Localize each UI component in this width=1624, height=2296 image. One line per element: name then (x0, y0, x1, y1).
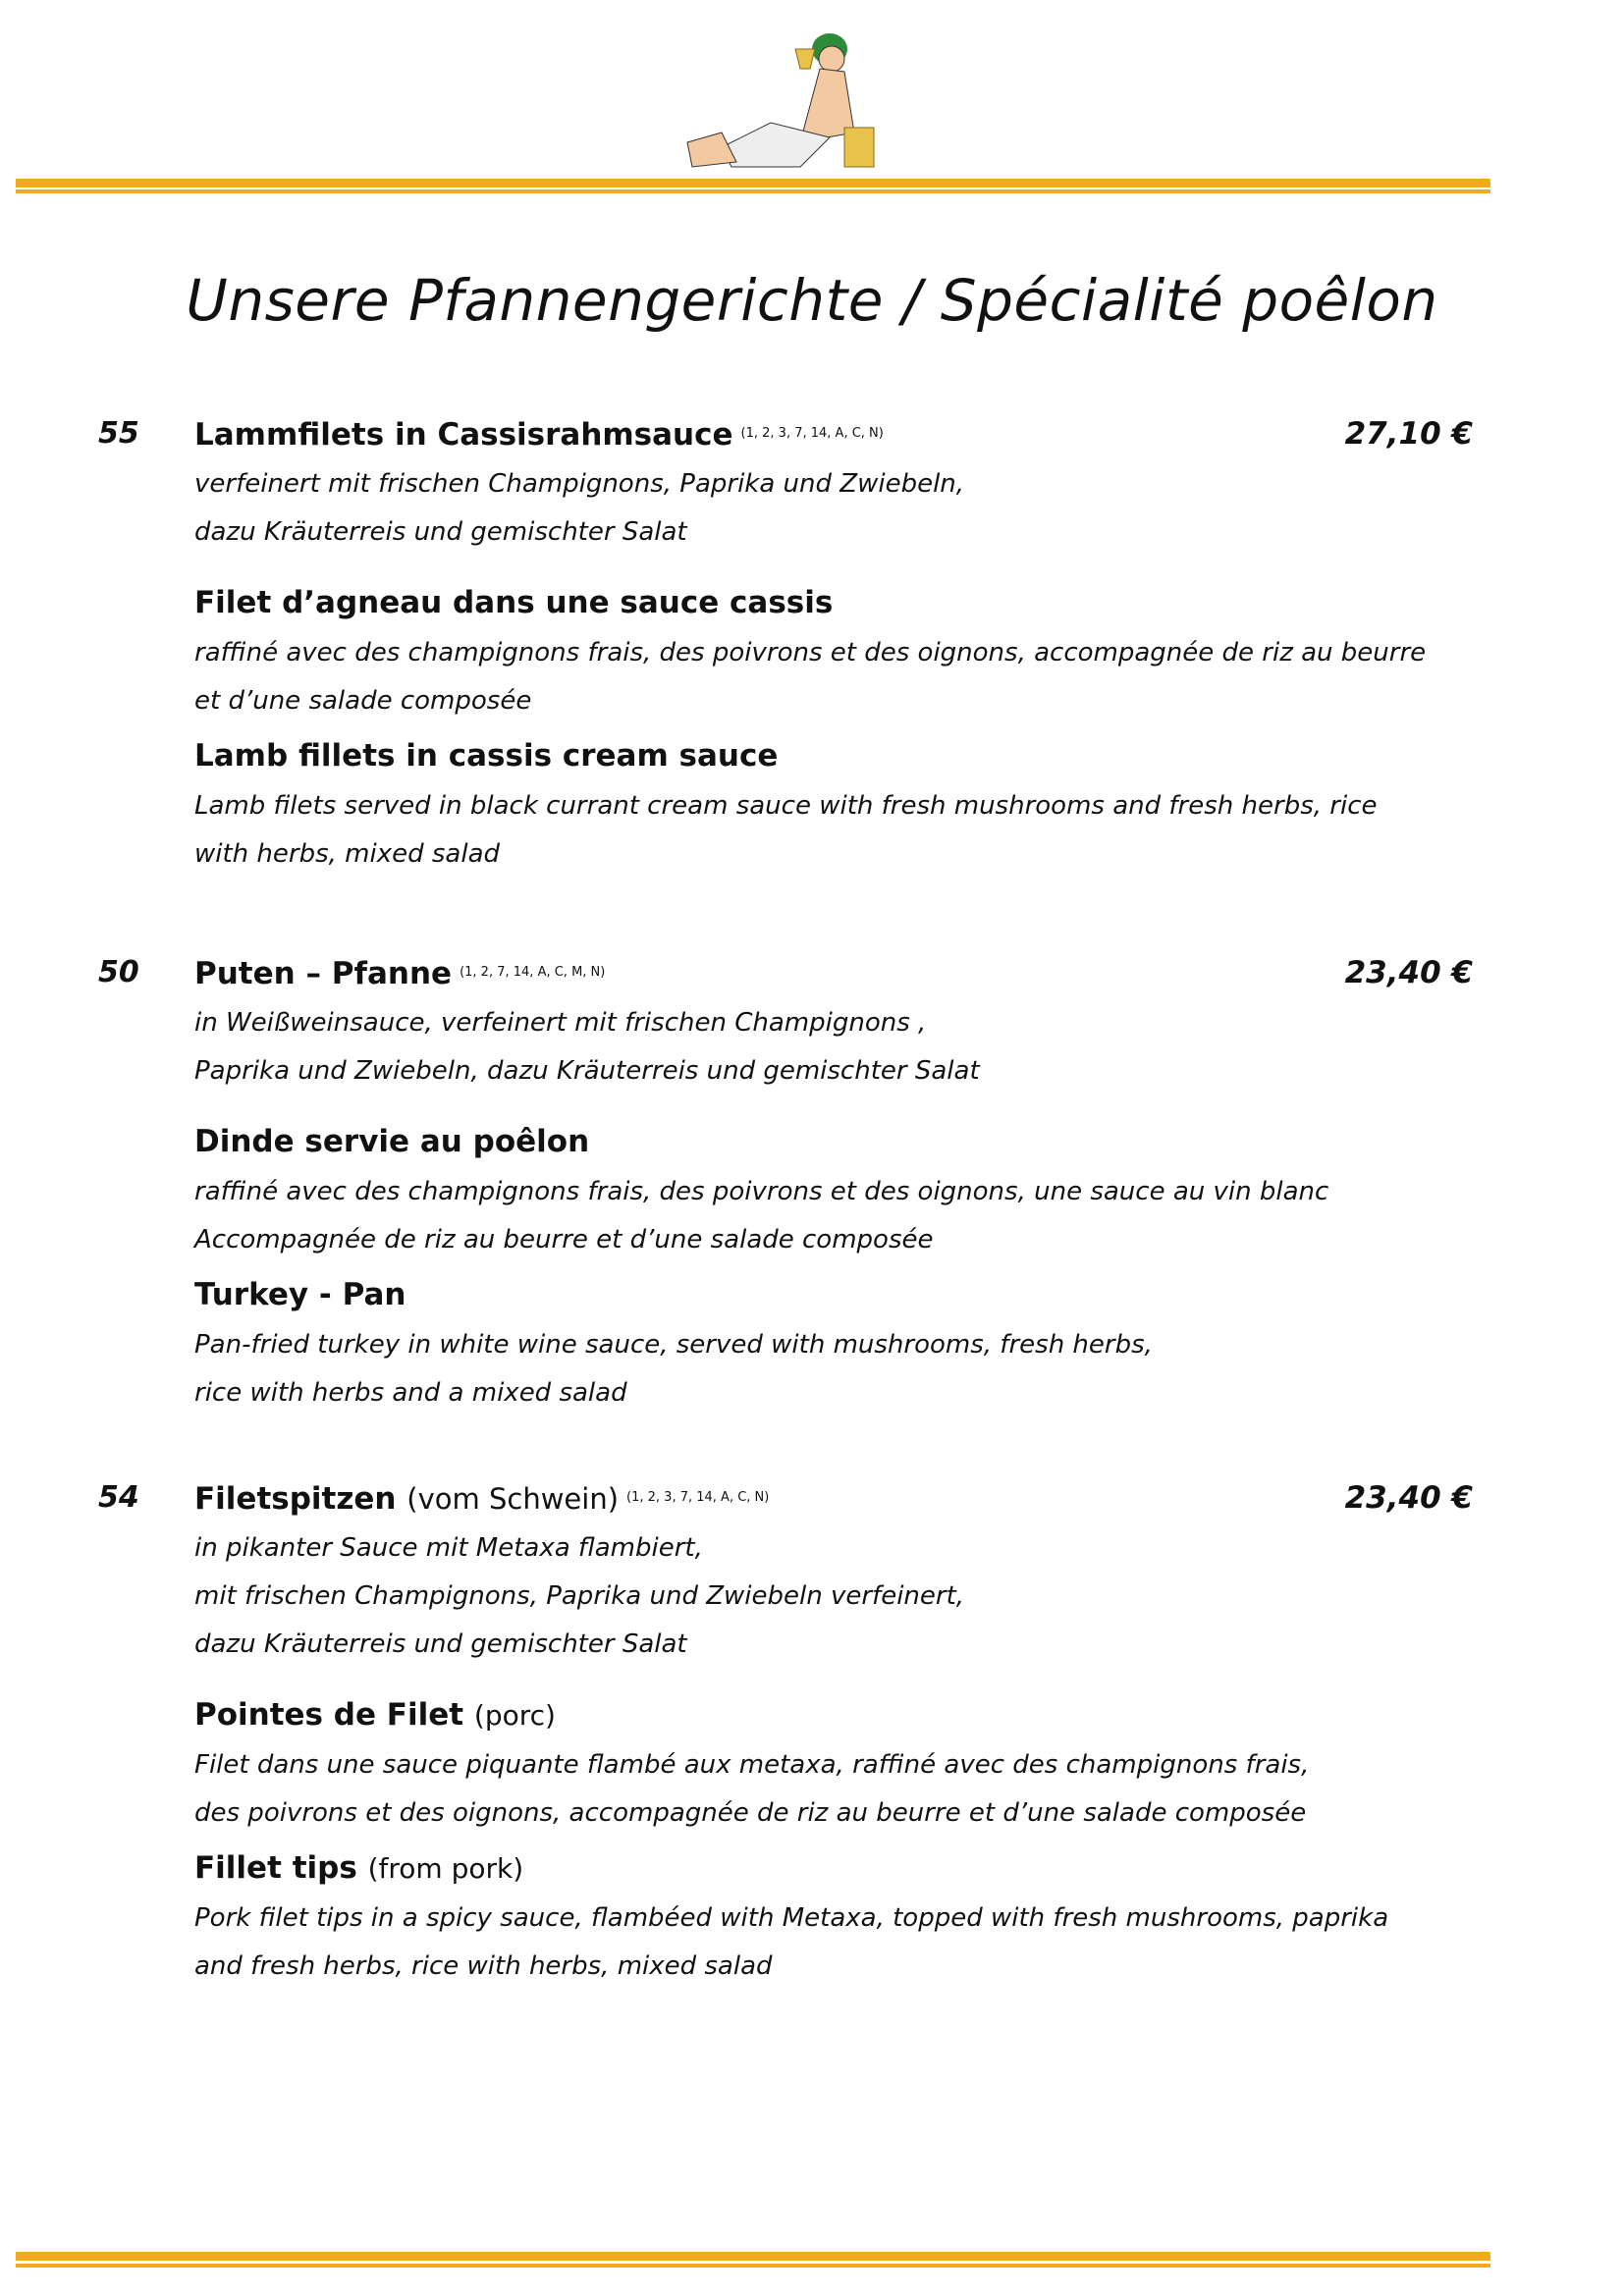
allergens: (1, 2, 7, 14, A, C, M, N) (460, 965, 606, 980)
description-fr: et d’une salade composée (194, 686, 532, 716)
menu-item (0, 946, 1624, 1417)
description-en: rice with herbs and a mixed salad (194, 1378, 627, 1408)
description-de: Paprika und Zwiebeln, dazu Kräuterreis und gemischter Salat (194, 1056, 980, 1086)
description-fr: des poivrons et des oignons, accompagnée de riz au beurre et d’une salade composée (194, 1798, 1307, 1828)
item-name-de (194, 946, 605, 1000)
en-title: Lamb fillets in cassis cream sauce (194, 738, 779, 774)
item-name-de (194, 407, 884, 461)
en-title: Fillet tips (194, 1850, 357, 1886)
en-title: Turkey - Pan (194, 1277, 406, 1312)
fr-title: Pointes de Filet (194, 1697, 464, 1733)
menu-item (0, 1471, 1624, 1991)
description-de: in Weißweinsauce, verfeinert mit frischen Champignons , (194, 1008, 927, 1038)
description-en: with herbs, mixed salad (194, 839, 501, 869)
page-title: Unsere Pfannengerichte / Spécialité poêlon (186, 267, 1438, 334)
reclining-god-logo (682, 25, 898, 177)
description-de: verfeinert mit frischen Champignons, Paprika und Zwiebeln, (194, 469, 965, 499)
menu-item (0, 407, 1624, 879)
item-name-en (194, 1268, 1624, 1321)
item-number: 55 (98, 416, 139, 451)
item-price: 27,10 € (1344, 416, 1473, 452)
item-name-en (194, 1842, 1624, 1895)
fr-suffix: (porc) (473, 1699, 556, 1732)
header-rule-thin (16, 189, 1490, 193)
description-fr: Accompagnée de riz au beurre et d’une salade composée (194, 1225, 934, 1255)
footer-rule-thick (16, 2252, 1490, 2261)
item-number: 54 (98, 1480, 139, 1515)
item-price: 23,40 € (1344, 1480, 1473, 1516)
description-en: Pork filet tips in a spicy sauce, flambéed with Metaxa, topped with fresh mushrooms, paprika (194, 1903, 1389, 1933)
item-name-suffix: (vom Schwein) (406, 1482, 620, 1516)
description-fr: raffiné avec des champignons frais, des poivrons et des oignons, accompagnée de riz au beurre (194, 638, 1427, 667)
description-de: in pikanter Sauce mit Metaxa flambiert, (194, 1533, 703, 1563)
item-price: 23,40 € (1344, 955, 1473, 990)
description-en: Pan-fried turkey in white wine sauce, served with mushrooms, fresh herbs, (194, 1330, 1153, 1360)
description-fr: raffiné avec des champignons frais, des poivrons et des oignons, une sauce au vin blanc (194, 1177, 1329, 1206)
item-number: 50 (98, 955, 139, 989)
fr-title: Filet d’agneau dans une sauce cassis (194, 585, 834, 620)
item-name-fr (194, 1688, 1624, 1741)
item-name-de (194, 1471, 769, 1525)
header-rule-thick (16, 179, 1490, 187)
allergens: (1, 2, 3, 7, 14, A, C, N) (740, 426, 884, 441)
en-suffix: (from pork) (367, 1852, 524, 1885)
description-fr: Filet dans une sauce piquante flambé aux metaxa, raffiné avec des champignons frais, (194, 1750, 1310, 1780)
description-de: mit frischen Champignons, Paprika und Zwiebeln verfeinert, (194, 1581, 965, 1611)
description-de: dazu Kräuterreis und gemischter Salat (194, 517, 687, 547)
item-name-fr (194, 1115, 1624, 1168)
item-name: Lammfilets in Cassisrahmsauce (194, 417, 733, 453)
description-en: Lamb filets served in black currant cream sauce with fresh mushrooms and fresh herbs, rice (194, 791, 1378, 821)
footer-rule-thin (16, 2264, 1490, 2268)
item-name-fr (194, 576, 1624, 629)
item-name: Filetspitzen (194, 1481, 397, 1517)
allergens: (1, 2, 3, 7, 14, A, C, N) (626, 1490, 770, 1505)
description-de: dazu Kräuterreis und gemischter Salat (194, 1629, 687, 1659)
item-name: Puten – Pfanne (194, 956, 453, 991)
fr-title: Dinde servie au poêlon (194, 1124, 590, 1159)
description-en: and fresh herbs, rice with herbs, mixed salad (194, 1951, 773, 1981)
item-name-en (194, 729, 1624, 782)
